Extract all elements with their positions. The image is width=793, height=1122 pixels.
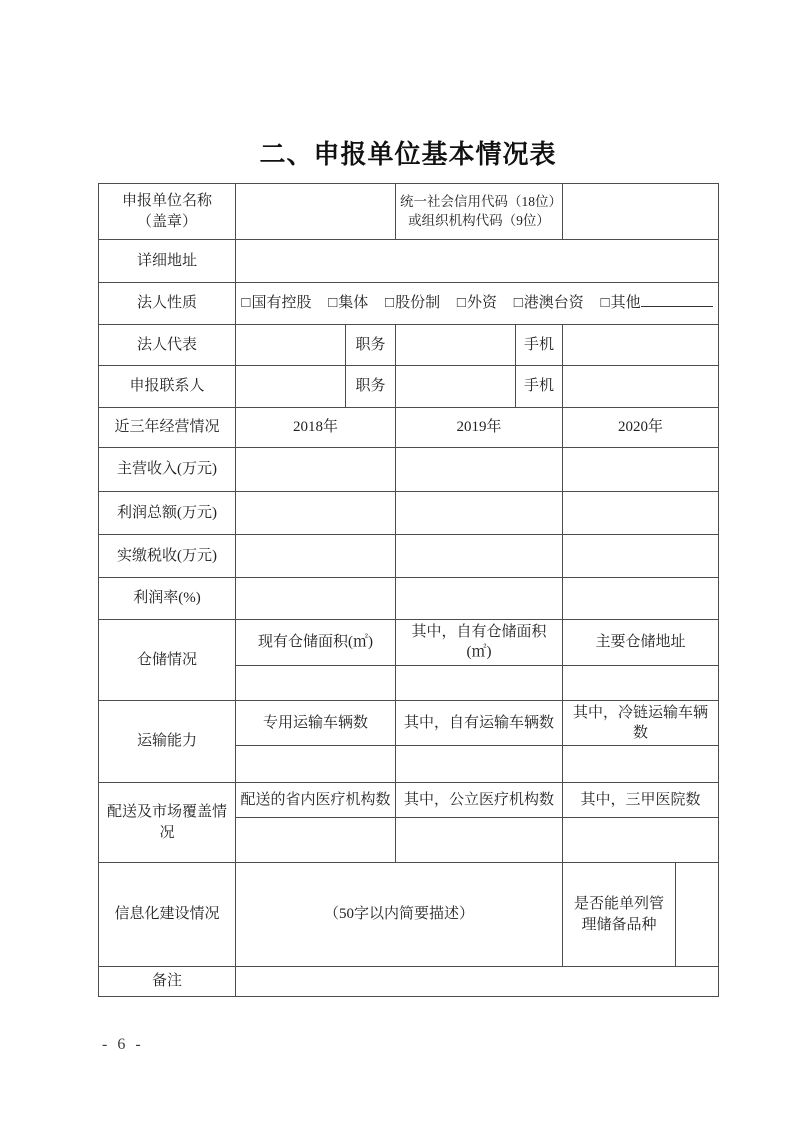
document-page [98, 138, 718, 997]
row-total-profit [99, 492, 719, 535]
delivery-public-cell[interactable] [396, 818, 563, 863]
credit-code-input-cell[interactable] [563, 184, 719, 240]
row-declaration-contact [99, 366, 719, 408]
row-unit-name [99, 184, 719, 240]
checkbox-option-label: 港澳台资 [523, 295, 584, 312]
checkbox-option-state-owned[interactable] [241, 295, 311, 311]
legal-representative-phone-cell[interactable] [563, 325, 719, 366]
profit-rate-2018-cell[interactable] [236, 578, 396, 620]
unit-name-input-cell[interactable] [236, 184, 396, 240]
total-profit-2018-cell[interactable] [236, 492, 396, 535]
informatization-description-cell[interactable]: （50字以内简要描述） [236, 863, 563, 967]
checkbox-icon[interactable]: □ [241, 295, 251, 312]
credit-code-label-line1: 统一社会信用代码（18位） [400, 194, 562, 210]
declaration-contact-label: 申报联系人 [99, 366, 236, 408]
year-2018-header: 2018年 [236, 408, 396, 448]
checkbox-option-foreign[interactable] [457, 295, 497, 311]
checkbox-icon[interactable]: □ [456, 295, 466, 312]
checkbox-option-label: 外资 [466, 295, 497, 312]
legal-representative-name-cell[interactable] [236, 325, 346, 366]
transport-vehicles-cell[interactable] [236, 746, 396, 783]
transport-vehicles-header: 专用运输车辆数 [236, 700, 396, 746]
declaration-contact-name-cell[interactable] [236, 366, 346, 408]
reserve-management-label: 是否能单列管理储备品种 [563, 863, 676, 967]
legal-nature-label: 法人性质 [99, 283, 236, 325]
checkbox-option-label: 其他 [610, 295, 641, 312]
phone-label: 手机 [516, 366, 563, 408]
remark-cell[interactable] [236, 967, 719, 997]
delivery-public-header: 其中，公立医疗机构数 [396, 783, 563, 818]
address-input-cell[interactable] [236, 240, 719, 283]
transport-own-vehicles-header: 其中，自有运输车辆数 [396, 700, 563, 746]
warehouse-label: 仓储情况 [99, 620, 236, 701]
transport-coldchain-cell[interactable] [563, 746, 719, 783]
business-years-label: 近三年经营情况 [99, 408, 236, 448]
row-informatization [99, 863, 719, 967]
row-warehouse-headers [99, 620, 719, 666]
delivery-tertiary-header: 其中，三甲医院数 [563, 783, 719, 818]
row-transport-headers [99, 700, 719, 746]
checkbox-icon[interactable]: □ [328, 295, 338, 312]
checkbox-option-joint-stock[interactable] [385, 295, 440, 311]
checkbox-option-other[interactable] [601, 295, 713, 311]
page-number: - 6 - [102, 1036, 144, 1053]
transport-coldchain-header: 其中，冷链运输车辆数 [563, 700, 719, 746]
warehouse-own-area-header: 其中，自有仓储面积(㎡) [396, 620, 563, 666]
delivery-tertiary-cell[interactable] [563, 818, 719, 863]
main-revenue-label: 主营收入(万元) [99, 448, 236, 492]
profit-rate-2019-cell[interactable] [396, 578, 563, 620]
checkbox-option-hmt[interactable] [514, 295, 584, 311]
address-label: 详细地址 [99, 240, 236, 283]
row-legal-nature [99, 283, 719, 325]
warehouse-own-area-cell[interactable] [396, 665, 563, 700]
checkbox-option-collective[interactable] [328, 295, 368, 311]
checkbox-option-label: 集体 [338, 295, 369, 312]
other-fill-line[interactable] [641, 294, 713, 307]
total-profit-2019-cell[interactable] [396, 492, 563, 535]
row-profit-rate [99, 578, 719, 620]
unit-name-label [99, 184, 236, 240]
duty-label: 职务 [346, 366, 396, 408]
tax-paid-label: 实缴税收(万元) [99, 535, 236, 578]
checkbox-option-label: 股份制 [395, 295, 441, 312]
warehouse-address-header: 主要仓储地址 [563, 620, 719, 666]
declaration-contact-duty-cell[interactable] [396, 366, 516, 408]
row-remark [99, 967, 719, 997]
tax-paid-2019-cell[interactable] [396, 535, 563, 578]
main-revenue-2018-cell[interactable] [236, 448, 396, 492]
legal-representative-duty-cell[interactable] [396, 325, 516, 366]
row-business-years [99, 408, 719, 448]
row-address [99, 240, 719, 283]
row-main-revenue [99, 448, 719, 492]
delivery-label: 配送及市场覆盖情况 [99, 783, 236, 863]
row-tax-paid [99, 535, 719, 578]
tax-paid-2020-cell[interactable] [563, 535, 719, 578]
phone-label: 手机 [516, 325, 563, 366]
checkbox-icon[interactable]: □ [513, 295, 523, 312]
page-title: 二、申报单位基本情况表 [259, 140, 557, 169]
row-delivery-headers [99, 783, 719, 818]
total-profit-label: 利润总额(万元) [99, 492, 236, 535]
transport-label: 运输能力 [99, 700, 236, 783]
year-2019-header: 2019年 [396, 408, 563, 448]
main-revenue-2019-cell[interactable] [396, 448, 563, 492]
warehouse-area-header: 现有仓储面积(㎡) [236, 620, 396, 666]
row-legal-representative [99, 325, 719, 366]
legal-nature-options-cell [236, 283, 719, 325]
delivery-institutions-header: 配送的省内医疗机构数 [236, 783, 396, 818]
warehouse-address-cell[interactable] [563, 665, 719, 700]
year-2020-header: 2020年 [563, 408, 719, 448]
main-revenue-2020-cell[interactable] [563, 448, 719, 492]
transport-own-vehicles-cell[interactable] [396, 746, 563, 783]
unit-name-label-line1: 申报单位名称 [121, 193, 212, 210]
declaration-contact-phone-cell[interactable] [563, 366, 719, 408]
unit-name-label-line2: （盖章） [136, 213, 197, 230]
basic-info-table [98, 183, 719, 997]
remark-label: 备注 [99, 967, 236, 997]
duty-label: 职务 [346, 325, 396, 366]
legal-representative-label: 法人代表 [99, 325, 236, 366]
credit-code-label-line2: 或组织机构代码（9位） [408, 212, 550, 228]
warehouse-area-cell[interactable] [236, 665, 396, 700]
profit-rate-label: 利润率(%) [99, 578, 236, 620]
informatization-label: 信息化建设情况 [99, 863, 236, 967]
checkbox-icon[interactable]: □ [385, 295, 395, 312]
checkbox-option-label: 国有控股 [251, 295, 312, 312]
total-profit-2020-cell[interactable] [563, 492, 719, 535]
delivery-institutions-cell[interactable] [236, 818, 396, 863]
checkbox-icon[interactable]: □ [600, 295, 610, 312]
reserve-management-cell[interactable] [676, 863, 719, 967]
profit-rate-2020-cell[interactable] [563, 578, 719, 620]
tax-paid-2018-cell[interactable] [236, 535, 396, 578]
credit-code-label [396, 184, 563, 240]
